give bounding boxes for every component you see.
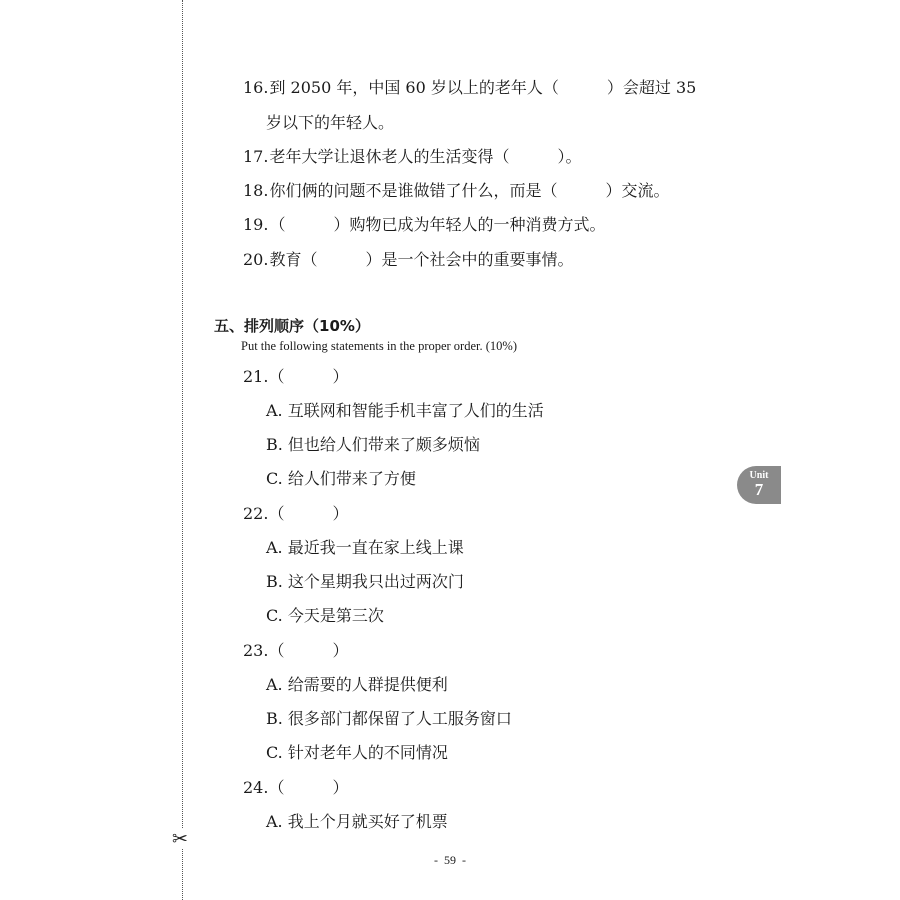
- question-number: 22.: [243, 504, 269, 523]
- cut-line: [182, 0, 183, 900]
- question-22: [243, 504, 348, 524]
- question-number: 24.: [243, 778, 269, 797]
- option-c: C. 针对老年人的不同情况: [266, 743, 448, 762]
- question-number: 23.: [243, 641, 269, 660]
- unit-badge: [737, 466, 781, 504]
- option-b: B. 很多部门都保留了人工服务窗口: [266, 709, 512, 728]
- question-18: [243, 181, 669, 201]
- page-number: - 59 -: [434, 853, 466, 867]
- question-20: [243, 250, 573, 270]
- option-b: B. 这个星期我只出过两次门: [266, 572, 464, 591]
- question-number: 20.: [243, 250, 269, 269]
- section-title: 五、排列顺序（10%）: [214, 317, 370, 335]
- question-number: 19.: [243, 215, 269, 234]
- option-a: A. 最近我一直在家上线上课: [266, 538, 464, 557]
- option-b: B. 但也给人们带来了颇多烦恼: [266, 435, 480, 454]
- question-24: [243, 778, 348, 798]
- question-text: （ ）购物已成为年轻人的一种消费方式。: [269, 215, 606, 234]
- section-instruction: Put the following statements in the proper order. (10%): [241, 339, 517, 353]
- question-text: 老年大学让退休老人的生活变得（ ）。: [269, 147, 582, 166]
- unit-label: Unit: [749, 470, 769, 481]
- question-17: [243, 147, 581, 167]
- option-a: A. 互联网和智能手机丰富了人们的生活: [266, 401, 544, 420]
- answer-blank: （ ）: [268, 778, 349, 797]
- question-19: [243, 215, 605, 235]
- question-text: 教育（ ）是一个社会中的重要事情。: [269, 250, 574, 269]
- question-number: 16.: [243, 78, 269, 97]
- answer-blank: （ ）: [268, 504, 349, 523]
- question-number: 17.: [243, 147, 269, 166]
- option-c: C. 今天是第三次: [266, 606, 384, 625]
- question-text: 你们俩的问题不是谁做错了什么，而是（ ）交流。: [269, 181, 670, 200]
- unit-number: 7: [754, 480, 764, 499]
- scissors-icon: ✂: [172, 828, 188, 850]
- question-23: [243, 641, 348, 661]
- answer-blank: （ ）: [268, 641, 349, 660]
- question-16: [243, 78, 696, 98]
- option-c: C. 给人们带来了方便: [266, 469, 416, 488]
- question-number: 21.: [243, 367, 269, 386]
- answer-blank: （ ）: [268, 367, 349, 386]
- option-a: A. 我上个月就买好了机票: [266, 812, 448, 831]
- question-number: 18.: [243, 181, 269, 200]
- question-16-continued: 岁以下的年轻人。: [266, 113, 395, 132]
- option-a: A. 给需要的人群提供便利: [266, 675, 448, 694]
- question-text: 到 2050 年，中国 60 岁以上的老年人（ ）会超过 35: [269, 78, 697, 97]
- question-21: [243, 367, 348, 387]
